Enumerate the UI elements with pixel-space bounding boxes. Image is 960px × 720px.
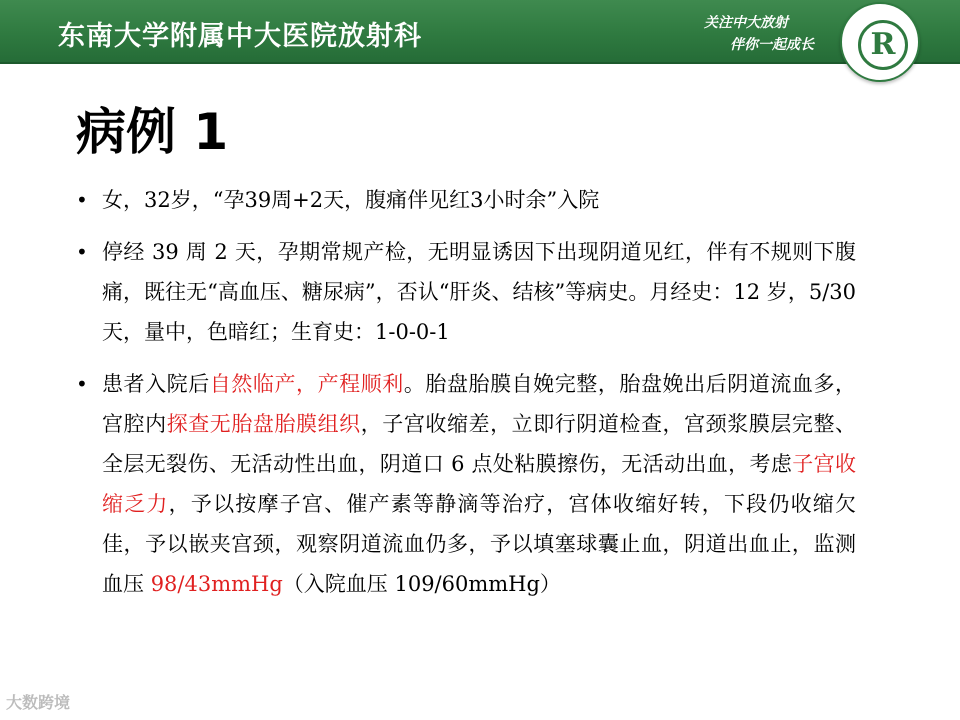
bullet-list bbox=[76, 180, 856, 616]
hospital-radiology-logo-icon bbox=[840, 2, 920, 82]
department-title: 东南大学附属中大医院放射科 bbox=[58, 21, 422, 52]
text-segment: ，予以按摩子宫、催产素等静滴等治疗，宫体收缩好转，下段仍收缩欠佳，予以嵌夹宫颈，观察阴道流血仍多，予以填塞球囊止血，阴道出血止，监测血压 bbox=[102, 492, 857, 596]
bullet-text: 女，32岁，“孕39周+2天，腹痛伴见红3小时余”入院 bbox=[102, 188, 600, 212]
bullet-item-3 bbox=[76, 364, 856, 604]
slide-title: 病例 1 bbox=[76, 103, 229, 161]
text-segment: 。胎盘胎膜自娩完整，胎盘娩出后阴道流血多，宫腔内 bbox=[102, 372, 857, 436]
watermark-logo: 大数跨境 bbox=[6, 693, 71, 712]
bullet-dot-icon: • bbox=[76, 372, 88, 396]
slide-header-bar bbox=[0, 0, 960, 64]
bullet-text bbox=[102, 364, 856, 604]
bullet-item-2 bbox=[76, 232, 856, 352]
highlight-text: 子宫收缩乏力 bbox=[102, 452, 856, 516]
slogan-line-2: 伴你一起成长 bbox=[730, 37, 814, 53]
highlight-text: 探查无胎盘胎膜组织 bbox=[166, 412, 361, 436]
slogan-line-1: 关注中大放射 bbox=[704, 15, 788, 31]
logo-ring bbox=[858, 20, 908, 70]
bullet-dot-icon: • bbox=[76, 188, 88, 212]
highlight-text: 自然临产，产程顺利 bbox=[209, 372, 404, 396]
bullet-dot-icon: • bbox=[76, 240, 88, 264]
text-segment: 患者入院后 bbox=[102, 372, 210, 396]
bullet-item-1 bbox=[76, 180, 856, 220]
logo-letter: R bbox=[870, 27, 896, 62]
highlight-text: 98/43mmHg bbox=[150, 572, 283, 596]
bullet-text: 停经 39 周 2 天，孕期常规产检，无明显诱因下出现阴道见红，伴有不规则下腹痛，既往无“高血压、糖尿病”，否认“肝炎、结核”等病史。月经史：12 岁，5/30 天，量中，色暗红；生育史：1-0-0-1 bbox=[102, 240, 856, 344]
text-segment: （入院血压 109/60mmHg） bbox=[282, 572, 561, 596]
text-segment: ，子宫收缩差，立即行阴道检查，宫颈浆膜层完整、全层无裂伤、无活动性出血，阴道口 6 点处粘膜擦伤，无活动出血，考虑 bbox=[102, 412, 857, 476]
